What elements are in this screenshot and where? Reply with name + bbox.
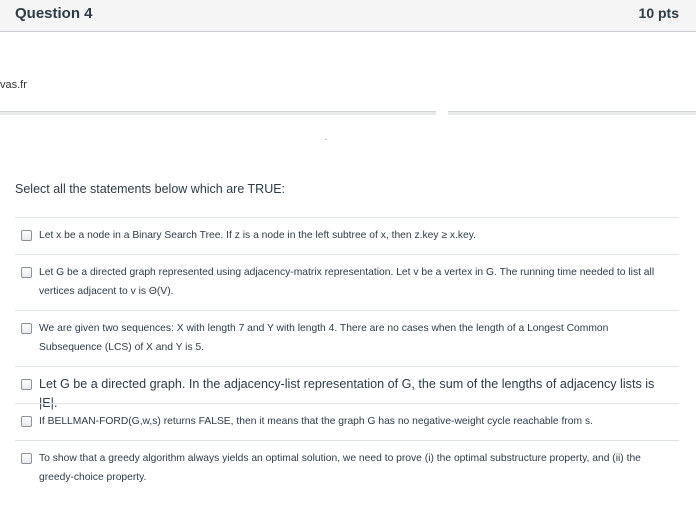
answer-text-3: We are given two sequences: X with length 7 and Y with length 4. There are no cases when the length of a Longest Common Subsequence (LCS) of X and Y is 5.	[39, 323, 609, 353]
answer-checkbox-6[interactable]	[21, 453, 32, 464]
answer-text-2: Let G be a directed graph represented using adjacency-matrix representation. Let v be a vertex in G. The running time needed to list all vertices adjacent to v is Θ(V).	[39, 267, 655, 297]
answer-option-5[interactable]	[15, 403, 679, 440]
question-title: Question 4	[15, 5, 93, 22]
answer-checkbox-3[interactable]	[21, 323, 32, 334]
answer-option-1[interactable]	[15, 217, 679, 254]
answer-checkbox-4[interactable]	[21, 379, 32, 390]
answer-checkbox-2[interactable]	[21, 267, 32, 278]
question-header	[0, 0, 696, 32]
answer-text-5: If BELLMAN-FORD(G,w,s) returns FALSE, then it means that the graph G has no negative-weight cycle reachable from s.	[39, 416, 593, 427]
stray-dot	[325, 139, 327, 140]
divider-band	[0, 111, 696, 115]
answer-text-1: Let x be a node in a Binary Search Tree. If z is a node in the left subtree of x, then z.key ≥ x.key.	[39, 230, 477, 241]
question-prompt: Select all the statements below which are TRUE:	[15, 182, 286, 196]
truncated-text-fragment: vas.fr	[0, 79, 27, 91]
answer-option-3[interactable]	[15, 310, 679, 366]
answer-text-4: Let G be a directed graph. In the adjacency-list representation of G, the sum of the lengths of adjacency lists is |E|.	[39, 377, 655, 410]
answer-checkbox-1[interactable]	[21, 230, 32, 241]
answer-option-2[interactable]	[15, 254, 679, 310]
answer-option-4[interactable]	[15, 366, 679, 410]
answer-option-6[interactable]	[15, 440, 679, 496]
answer-checkbox-5[interactable]	[21, 416, 32, 427]
answer-text-6: To show that a greedy algorithm always yields an optimal solution, we need to prove (i) the optimal substructure property, and (ii) the greedy-choice property.	[39, 453, 641, 483]
divider-gap	[436, 109, 448, 117]
question-points: 10 pts	[638, 5, 679, 21]
answer-list	[15, 217, 679, 496]
